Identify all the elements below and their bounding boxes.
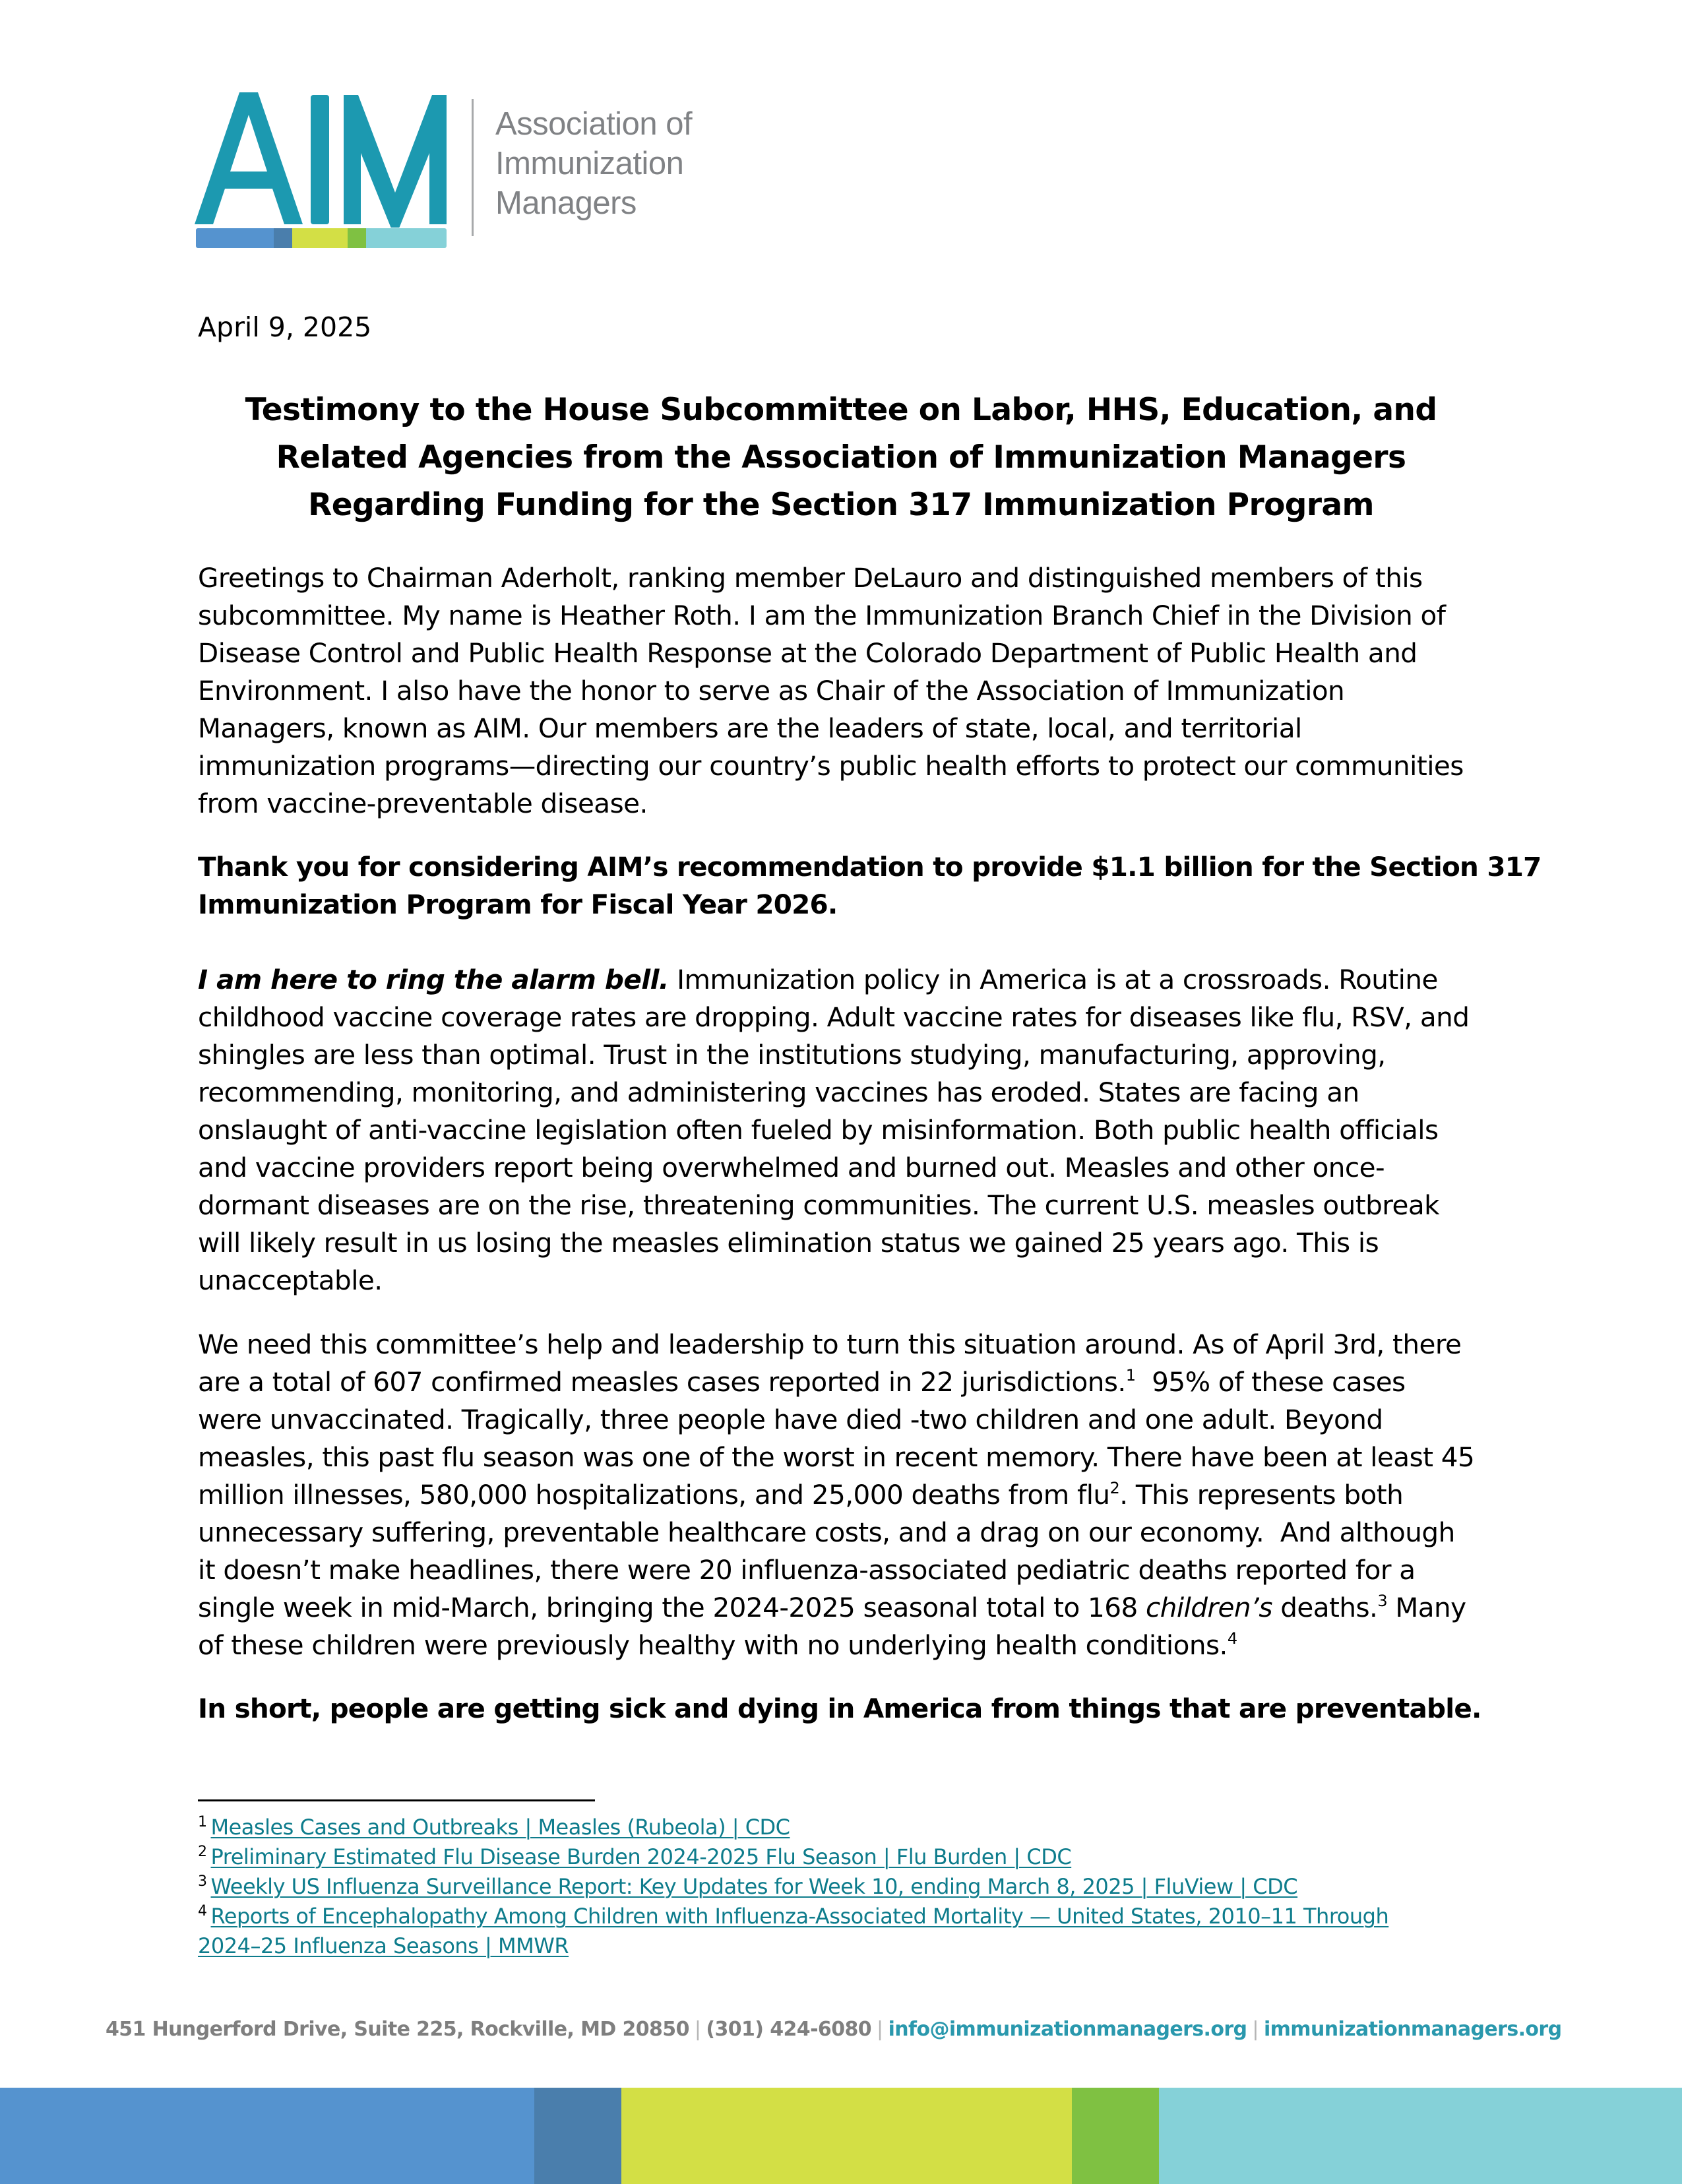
aim-logo (195, 92, 696, 244)
text-line: Environment. I also have the honor to serve as Chair of the Association of Immunization (198, 675, 1345, 706)
footnotes (198, 1813, 1517, 1961)
paragraph-statistics (198, 1326, 1517, 1664)
text-line (198, 1589, 1517, 1627)
footer-phone: (301) 424-6080 (706, 2018, 872, 2041)
paragraph-greeting (198, 559, 1517, 823)
color-bar-cyan (1159, 2088, 1682, 2184)
logo-letter-a (195, 92, 303, 224)
text-line: and vaccine providers report being overwhelmed and burned out. Measles and other once- (198, 1152, 1385, 1183)
text-line: dormant diseases are on the rise, threatening communities. The current U.S. measles outbreak (198, 1189, 1440, 1221)
text-segment: . This represents both (1119, 1479, 1404, 1511)
text-segment: million illnesses, 580,000 hospitalizations, and 25,000 deaths from flu (198, 1479, 1110, 1511)
text-segment: 95% of these cases (1135, 1366, 1406, 1398)
title-line: Related Agencies from the Association of Immunization Managers (276, 439, 1406, 476)
text-line: Managers, known as AIM. Our members are the leaders of state, local, and territorial (198, 712, 1302, 744)
title-line: Testimony to the House Subcommittee on Labor, HHS, Education, and (245, 392, 1437, 428)
text-segment: of these children were previously healthy with no underlying health conditions. (198, 1629, 1228, 1661)
logo-text-line: Managers (495, 185, 637, 221)
footer-address: 451 Hungerford Drive, Suite 225, Rockville, MD 20850 (106, 2018, 689, 2041)
footnote-link[interactable]: Preliminary Estimated Flu Disease Burden 2024-2025 Flu Season | Flu Burden | CDC (210, 1844, 1072, 1869)
letter-date: April 9, 2025 (198, 311, 372, 343)
footnote-ref-1[interactable]: 1 (1125, 1366, 1136, 1385)
document-title (99, 387, 1583, 529)
text-line: measles, this past flu season was one of the worst in recent memory. There have been at least 45 (198, 1441, 1475, 1473)
footer-separator: | (877, 2018, 883, 2041)
text-line: recommending, monitoring, and administering vaccines has eroded. States are facing an (198, 1076, 1359, 1108)
logo-letter-i (311, 95, 329, 224)
footnote-number: 1 (198, 1814, 207, 1830)
text-line (198, 1363, 1517, 1401)
color-bar-yellow-green (621, 2088, 1072, 2184)
text-line: We need this committee’s help and leadership to turn this situation around. As of April 3rd, there (198, 1328, 1462, 1360)
paragraph-conclusion (198, 1690, 1517, 1728)
footer-website-link[interactable]: immunizationmanagers.org (1263, 2018, 1562, 2041)
footer-contact (106, 2016, 1586, 2044)
text-line (198, 1476, 1517, 1514)
footnote-ref-2[interactable]: 2 (1109, 1479, 1120, 1497)
text-line: Disease Control and Public Health Response at the Colorado Department of Public Health and (198, 637, 1417, 669)
footnote-item (198, 1813, 1517, 1842)
footnote-separator (198, 1799, 595, 1801)
color-bar-green (1072, 2088, 1159, 2184)
color-bar-blue (0, 2088, 534, 2184)
footnote-link[interactable]: Reports of Encephalopathy Among Children with Influenza-Associated Mortality — United States, 2010–11 Through (210, 1904, 1389, 1929)
footnote-item (198, 1842, 1517, 1872)
text-line: In short, people are getting sick and dying in America from things that are preventable. (198, 1693, 1481, 1724)
stripe-yellow-green (292, 228, 348, 248)
logo-text-line: Immunization (495, 146, 684, 181)
logo-text-line: Association of (495, 106, 693, 142)
text-line: immunization programs—directing our country’s public health efforts to protect our communities (198, 750, 1464, 782)
text-segment: Many (1387, 1592, 1466, 1623)
text-line: from vaccine-preventable disease. (198, 788, 648, 819)
footer-email-link[interactable]: info@immunizationmanagers.org (888, 2018, 1247, 2041)
footnote-number: 3 (198, 1873, 207, 1890)
color-bar-dark-blue (534, 2088, 621, 2184)
text-line: subcommittee. My name is Heather Roth. I am the Immunization Branch Chief in the Division of (198, 600, 1446, 631)
footnote-ref-4[interactable]: 4 (1227, 1629, 1237, 1648)
title-line: Regarding Funding for the Section 317 Immunization Program (308, 487, 1374, 523)
stripe-blue (196, 228, 274, 248)
text-line: onslaught of anti-vaccine legislation often fueled by misinformation. Both public health officials (198, 1114, 1439, 1146)
stripe-cyan (366, 228, 447, 248)
aim-logo-letters-icon (195, 92, 447, 228)
footnote-item (198, 1902, 1517, 1931)
text-line: childhood vaccine coverage rates are dropping. Adult vaccine rates for diseases like flu, RSV, and (198, 1001, 1470, 1033)
footnote-link[interactable]: Weekly US Influenza Surveillance Report: Key Updates for Week 10, ending March 8, 2025 | FluView | CDC (210, 1874, 1298, 1899)
paragraph-alarm-bell (198, 961, 1517, 1299)
paragraph-recommendation (198, 848, 1542, 923)
footer-color-bar (0, 2088, 1682, 2184)
text-line: will likely result in us losing the measles elimination status we gained 25 years ago. This is (198, 1227, 1379, 1259)
logo-divider (472, 99, 474, 236)
footnote-ref-3[interactable]: 3 (1377, 1592, 1388, 1610)
text-line: unacceptable. (198, 1264, 383, 1296)
text-line: shingles are less than optimal. Trust in the institutions studying, manufacturing, approving, (198, 1039, 1386, 1071)
footnote-link[interactable]: Measles Cases and Outbreaks | Measles (Rubeola) | CDC (210, 1815, 790, 1840)
text-line (198, 961, 1517, 999)
logo-color-stripe (196, 228, 447, 248)
text-line: Immunization Program for Fiscal Year 2026. (198, 889, 838, 920)
text-line: Thank you for considering AIM’s recommendation to provide $1.1 billion for the Section 317 (198, 851, 1542, 883)
logo-org-name (495, 104, 692, 223)
footnote-number: 2 (198, 1844, 207, 1860)
text-segment: single week in mid-March, bringing the 2024-2025 seasonal total to 168 (198, 1592, 1146, 1623)
footer-separator: | (694, 2018, 701, 2041)
footer-separator: | (1252, 2018, 1259, 2041)
text-line: were unvaccinated. Tragically, three people have died -two children and one adult. Beyond (198, 1404, 1383, 1435)
footnote-link[interactable]: 2024–25 Influenza Seasons | MMWR (198, 1933, 569, 1958)
footnote-item (198, 1872, 1517, 1902)
text-line: Greetings to Chairman Aderholt, ranking member DeLauro and distinguished members of this (198, 562, 1423, 594)
text-line: it doesn’t make headlines, there were 20 influenza-associated pediatric deaths reported for a (198, 1554, 1416, 1586)
stripe-green (348, 228, 366, 248)
text-segment: deaths. (1272, 1592, 1378, 1623)
stripe-dark-blue (274, 228, 292, 248)
footnote-item-continuation (198, 1931, 1517, 1961)
text-line: unnecessary suffering, preventable healthcare costs, and a drag on our economy. And although (198, 1516, 1455, 1548)
footnote-number: 4 (198, 1903, 207, 1919)
logo-letter-m (344, 95, 447, 228)
emphasis-italic: children’s (1146, 1592, 1272, 1623)
text-segment: Immunization policy in America is at a crossroads. Routine (668, 964, 1438, 995)
emphasis-lead: I am here to ring the alarm bell. (198, 964, 669, 995)
text-segment: are a total of 607 confirmed measles cases reported in 22 jurisdictions. (198, 1366, 1126, 1398)
text-line (198, 1627, 1517, 1664)
